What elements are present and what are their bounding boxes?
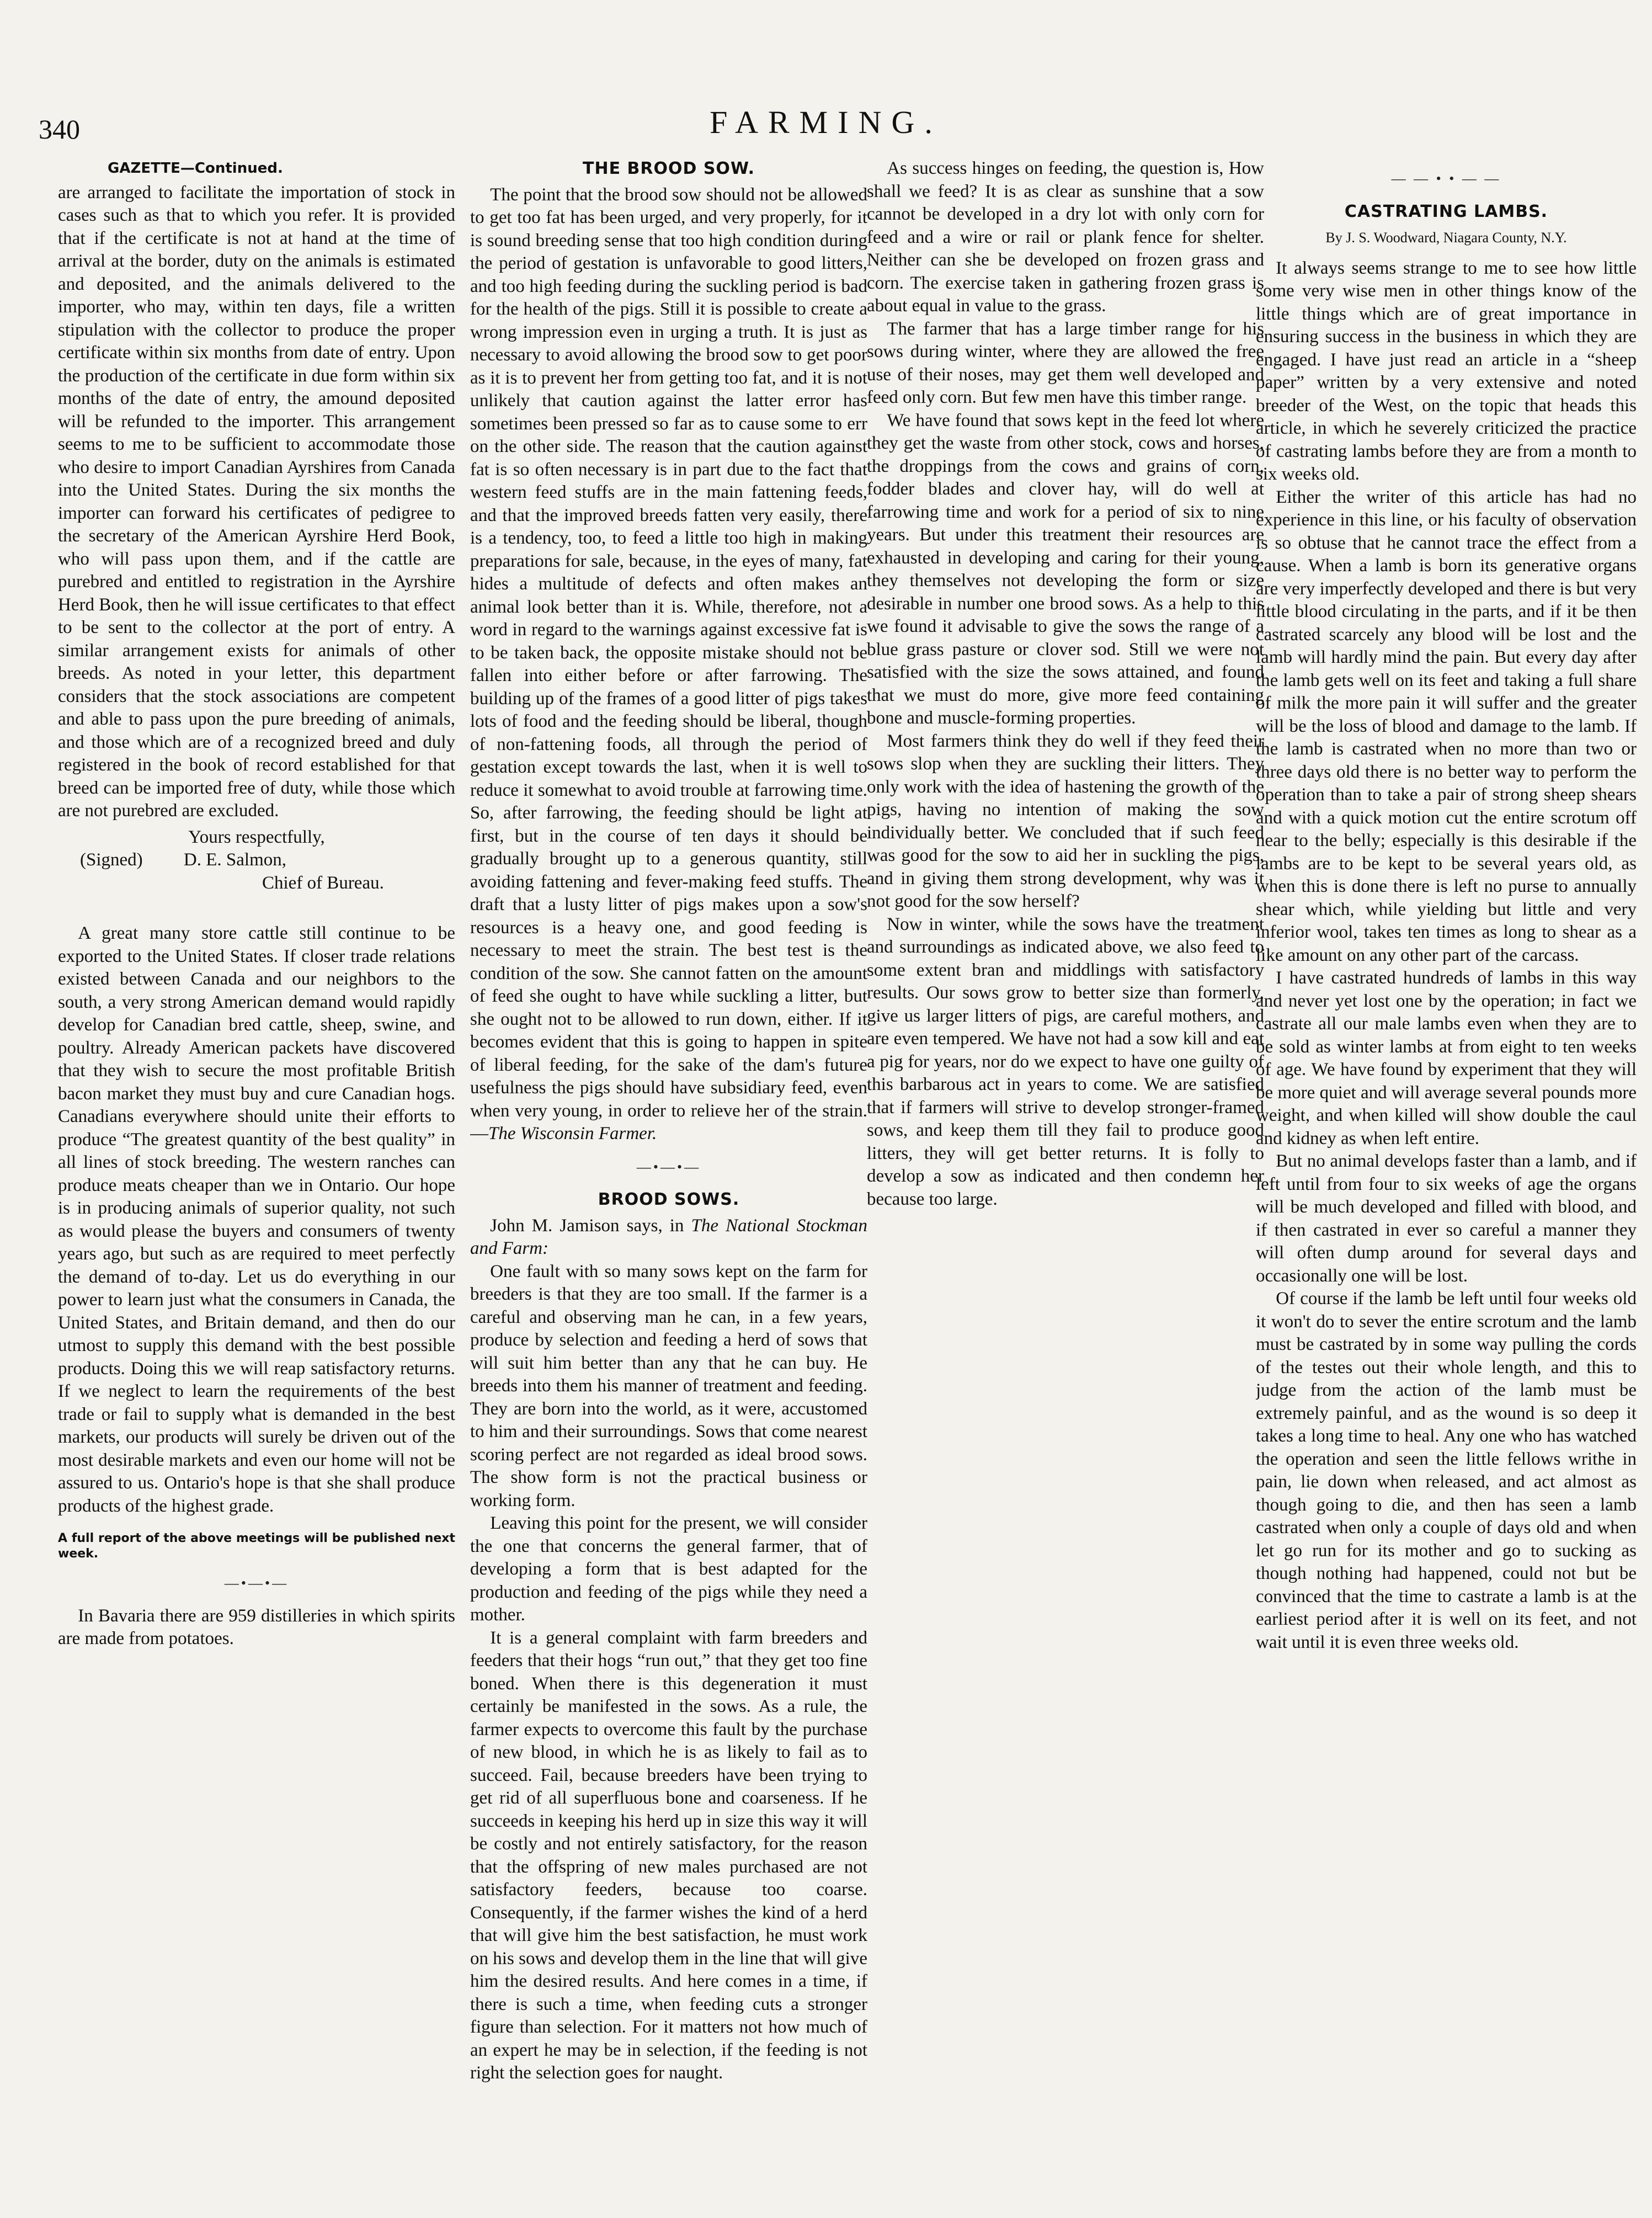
column-3 xyxy=(867,157,1264,2185)
article-paragraph: Leaving this point for the present, we will consider the one that concerns the general farmer, that of developing a form that is best adapted for the production and feeding of the pigs while they need a mother. xyxy=(470,1513,867,1625)
source-dash: — xyxy=(470,1124,488,1143)
gazette-continued-label: GAZETTE—Continued. xyxy=(108,160,283,177)
article-paragraph: As success hinges on feeding, the question is, How shall we feed? It is as clear as sunshine that a sow cannot be developed in a dry lot with only corn for feed and a wire or rail or plank fence for shelter. Neither can she be developed on frozen grass and corn. The exercise taken in gathering frozen grass is about equal in value to the grass. xyxy=(867,158,1264,316)
article-paragraph: One fault with so many sows kept on the farm for breeders is that they are too small. If the farmer is a careful and observing man he can, in a few years, produce by selection and feeding a herd of sows that will suit him better than any that he can buy. He breeds into them his manner of treatment and feeding. They are born into the world, as it were, accustomed to him and their surroundings. Sows that come nearest scoring perfect are not regarded as ideal brood sows. The show form is not the practical business or working form. xyxy=(470,1261,867,1510)
running-title: FARMING. xyxy=(710,104,942,140)
article-paragraph: We have found that sows kept in the feed lot where they get the waste from other stock, cows and horses, the droppings from the cows and grains of corn, fodder blades and clover hay, will do well at farrowing time and work for a period of six to nine years. But under this treatment their resources are exhausted in developing and caring for their young, they themselves not developing the form or size desirable in number one brood sows. As a help to this we found it advisable to give the sows the range of a blue grass pasture or clover sod. Still we were not satisfied with the size the sows attained, and found that we must do more, give more feed containing bone and muscle-forming properties. xyxy=(867,410,1264,728)
article-source: The Wisconsin Farmer. xyxy=(488,1124,657,1143)
intro-text: John M. Jamison says, in xyxy=(490,1215,684,1236)
article-intro xyxy=(470,1215,867,1260)
intro-source: The National Stockman and Farm: xyxy=(470,1215,867,1258)
article-paragraph: Most farmers think they do well if they feed their sows slop when they are suckling their litters. They only work with the idea of hastening the growth of the pigs, having no intention of making the sow individually better. We concluded that if such feed was good for the sow to aid her in suckling the pigs, and in giving them strong development, why was it not good for the sow herself? xyxy=(867,731,1264,911)
column-4 xyxy=(1256,157,1637,2185)
article-paragraph: Of course if the lamb be left until four weeks old it won't do to sever the entire scrotum and the lamb must be castrated by in some way pulling the cords of the testes out their whole length, and this to judge from the action of the lamb must be extremely painful, and as the wound is so deep it takes a long time to heal. Any one who has watched the operation and seen the little fellows writhe in pain, lie down when released, and act almost as though going to die, and then has seen a lamb castrated when only a couple of days old and when let go run for its mother and go to sucking as though nothing had happened, could not but be convinced that the time to castrate a lamb is at the earliest period after it is well on its feet, and not wait until it is even three weeks old. xyxy=(1256,1289,1637,1652)
column-2 xyxy=(470,157,867,2185)
article-paragraph: The farmer that has a large timber range for his sows during winter, where they are allowed the free use of their noses, may get them well developed and feed only corn. But few men have this timber range. xyxy=(867,318,1264,407)
article-paragraph: I have castrated hundreds of lambs in this way and never yet lost one by the operation; in fact we castrate all our male lambs even when they are to be sold as winter lambs at from eight to ten weeks of age. We have found by experiment that they will be more quiet and will average several pounds more weight, and when killed will show double the caul and kidney as when left entire. xyxy=(1256,968,1637,1148)
article-paragraph: But no animal develops faster than a lamb, and if left until from four to six weeks of age the organs will be much developed and filled with blood, and if then castrated in ever so careful a manner they will often dump around for several days and occasionally one will be lost. xyxy=(1256,1151,1637,1286)
byline: By J. S. Woodward, Niagara County, N.Y. xyxy=(1325,230,1567,246)
article-title-brood-sows: BROOD SOWS. xyxy=(598,1190,740,1209)
article-title-brood-sow: THE BROOD SOW. xyxy=(583,159,755,178)
signer-name: D. E. Salmon, xyxy=(183,850,286,870)
report-note: A full report of the above meetings will be published next week. xyxy=(58,1531,455,1561)
gazette-paragraph: A great many store cattle still continue to be exported to the United States. If closer trade relations existed between Canada and our neighbors to the south, a very strong American demand would rapidly develop for Canadian bred cattle, sheep, swine, and poultry. Already American packets have discovered that they wish to secure the most profitable British bacon market they must buy and cure Canadian hogs. Canadians everywhere should unite their efforts to produce “The greatest quantity of the best quality” in all lines of stock breeding. The western ranches can produce meats cheaper than we in Ontario. Our hope is in producing animals of superior quality, not such as would please the buyers and consumers of twenty years ago, but such as are required to meet perfectly the demand of to-day. Let us do everything in our power to learn just what the consumers in Canada, the United States, and Britain demand, and then do our utmost to supply this demand with the best possible products. Doing this we will reap satisfactory returns. If we neglect to learn the requirements of the best trade or fail to supply what is demanded in the best markets, our products will surely be driven out of the most desirable markets and even our home will not be assured to us. Ontario's hope is that she shall produce products of the highest grade. xyxy=(58,923,455,1516)
gazette-paragraph: In Bavaria there are 959 distilleries in which spirits are made from potatoes. xyxy=(58,1605,455,1648)
section-divider: — — • • — — xyxy=(1391,171,1501,187)
page-header xyxy=(0,0,1652,143)
gazette-paragraph: are arranged to facilitate the importation of stock in cases such as that to which you refer. It is provided that if the certificate is not at hand at the time of arrival at the border, duty on the animals is estimated and deposited, and the animals delivered to the importer, who may, within ten days, file a written stipulation with the collector to produce the proper certificate within six months from date of entry. Upon the production of the certificate in due form within six months of the date of entry, the amound deposited will be refunded to the importer. This arrangement seems to me to be sufficient to accommodate those who desire to import Canadian Ayrshires from Canada into the United States. During the six months the importer can forward his certificates of pedigree to the secretary of the American Ayrshire Herd Book, who will pass upon them, and if the cattle are purebred and entitled to registration in the Ayrshire Herd Book, then he will issue certificates to that effect to be sent to the collector at the port of entry. A similar arrangement exists for animals of other breeds. As noted in your letter, this department considers that the stock associations are competent and able to pass upon the pure breeding of animals, and those which are of a recognized breed and duly registered in the book of record established for that breed can be imported free of duty, while those which are not purebred are excluded. xyxy=(58,182,455,821)
article-title-castrating-lambs: CASTRATING LAMBS. xyxy=(1344,201,1548,221)
article-paragraph: Either the writer of this article has had no experience in this line, or his faculty of observation is so obtuse that he cannot trace the effect from a cause. When a lamb is born its generative organs are very imperfectly developed and there is but very little blood circulating in the parts, and if it be then castrated scarcely any blood will be lost and the lamb will hardly mind the pain. But every day after the lamb gets well on its feet and taking a full share of milk the more pain it will suffer and the greater will be the loss of blood and damage to the lamb. If the lamb is castrated when no more than two or three days old there is no better way to perform the operation than to take a pair of strong sheep shears and with a quick motion cut the entire scrotum off near to the belly; especially is this desirable if the lambs are to be kept to be several years old, as when this is done there is left no purse to annually shear which, while yielding but little and very inferior wool, takes ten times as long to shear as a like amount on any other part of the carcass. xyxy=(1256,487,1637,965)
article-paragraph xyxy=(470,184,867,1146)
section-divider: —•—•— xyxy=(224,1575,289,1591)
article-paragraph: It is a general complaint with farm breeders and feeders that their hogs “run out,” that they get too fine boned. When there is this degeneration it must certainly be manifested in the sows. As a rule, the farmer expects to overcome this fault by the purchase of new blood, in which he is as likely to fail as to succeed. Fail, because breeders have been trying to get rid of all superfluous bone and coarseness. If he succeeds in keeping his herd up in size this way it will be costly and not entirely satisfactory, for the reason that the offspring of new males purchased are not satisfactory feeders, because too coarse. Consequently, if the farmer wishes the kind of a herd that will give him the best satisfaction, he must work on his sows and develop them in the line that will give him the desired results. And here comes in a time, if there is such a time, when feeding cuts a stronger figure than selection. For it matters not how much of an expert he may be in selection, if the feeding is not right the selection goes for naught. xyxy=(470,1627,867,2083)
closing: Yours respectfully, xyxy=(188,827,325,847)
article-paragraph: It always seems strange to me to see how little some very wise men in other things know of the little things which are of great importance in ensuring success in the business in which they are engaged. I have just read an article in a “sheep paper” written by a very extensive and noted breeder of the West, on the topic that heads this article, in which he severely criticized the practice of castrating lambs before they are from a month to six weeks old. xyxy=(1256,258,1637,484)
signer-title: Chief of Bureau. xyxy=(262,873,384,893)
column-1 xyxy=(58,157,455,2185)
section-divider: —•—•— xyxy=(636,1158,701,1175)
signed-line xyxy=(58,849,455,872)
brood-sow-text: The point that the brood sow should not be allowed to get too fat has been urged, and very properly, for it is sound breeding sense that too high condition during the period of gestation is unfavorable to good litters, and too high feeding during the suckling period is bad for the health of the pigs. Still it is possible to create a wrong impression even in urging a truth. It is just as necessary to avoid allowing the brood sow to get poor as it is to prevent her from getting too fat, and it is not unlikely that caution against the latter error has sometimes been pressed so far as to cause some to err on the other side. The reason that the caution against fat is so often necessary is in part due to the fact that western feed stuffs are in the main fattening feeds, and that the improved breeds fatten very easily, there is a tendency, too, to feed a little too high in making preparations for sale, because, in the eyes of many, fat hides a multitude of defects and often makes an animal look better than it is. While, therefore, not a word in regard to the warnings against excessive fat is to be taken back, the opposite mistake should not be fallen into either before or after farrowing. The building up of the frames of a good litter of pigs takes lots of food and the feeding should be liberal, though of non-fattening foods, all through the period of gestation except towards the last, when it is well to reduce it somewhat to avoid trouble at farrowing time. So, after farrowing, the feeding should be light at first, but in the course of ten days it should be gradually brought up to a generous quantity, still avoiding fattening and fever-making feed stuffs. The draft that a lusty litter of pigs makes upon a sow's resources is a heavy one, and good feeding is necessary to meet the strain. The best test is the condition of the sow. She cannot fatten on the amount of feed she ought to have while suckling a litter, but she ought not to be allowed to run down, either. If it becomes evident that this is going to happen in spite of liberal feeding, for the sake of the dam's future usefulness the pigs should have subsidiary feed, even when very young, in order to relieve her of the strain. xyxy=(470,184,867,1121)
page-number: 340 xyxy=(39,114,80,145)
article-paragraph: Now in winter, while the sows have the treatment and surroundings as indicated above, we also feed to some extent bran and middlings with satisfactory results. Our sows grow to better size than formerly, give us larger litters of pigs, are careful mothers, and are even tempered. We have not had a sow kill and eat a pig for years, nor do we expect to have one guilty of this barbarous act in years to come. We are satisfied that if farmers will strive to develop stronger-framed sows, and keep them till they fail to produce good litters, they will get better returns. It is folly to develop a sow as indicated and then condemn her because too large. xyxy=(867,914,1264,1209)
signature-block xyxy=(58,826,455,895)
signed-label: (Signed) xyxy=(80,850,143,870)
